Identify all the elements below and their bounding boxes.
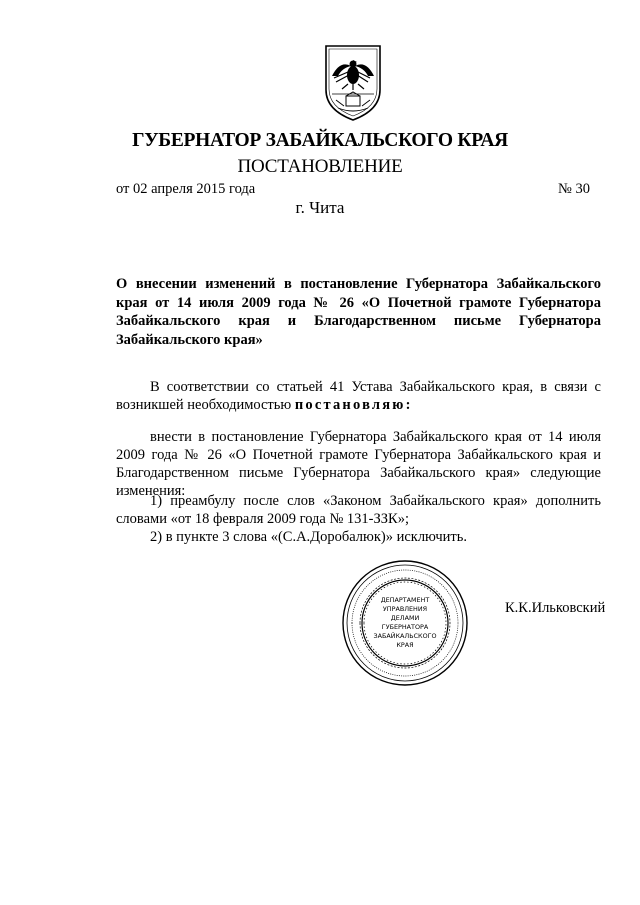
stamp-line-5: ЗАБАЙКАЛЬСКОГО xyxy=(373,632,437,640)
heading-text: О внесении изменений в постановление Губернатора Забайкальского края от 14 июля 2009 года № 26 «О Почетной грамоте Губернатора Забайкальского края и Благодарственном письме Губернатора Забайкальского края» xyxy=(116,276,601,348)
document-heading xyxy=(116,275,601,349)
stamp-line-2: УПРАВЛЕНИЯ xyxy=(382,605,428,613)
stamp-line-3: ДЕЛАМИ xyxy=(390,614,420,622)
list-item-2 xyxy=(116,528,601,546)
paragraph-intro xyxy=(116,378,601,414)
paragraph-main xyxy=(116,428,601,500)
intro-text: В соответствии со статьей 41 Устава Забайкальского края, в связи с возникшей необходимостью xyxy=(116,379,601,413)
stamp-line-4: ГУБЕРНАТОРА xyxy=(381,623,429,631)
item1-text: 1) преамбулу после слов «Законом Забайкальского края» дополнить словами «от 18 февраля 2009 года № 131-ЗЗК»; xyxy=(116,493,601,527)
stamp-line-6: КРАЯ xyxy=(396,641,414,649)
document-city: г. Чита xyxy=(295,198,345,217)
intro-emphasis: постановляю: xyxy=(294,397,413,413)
document-date: от 02 апреля 2015 года xyxy=(116,181,256,197)
authority-title: ГУБЕРНАТОР ЗАБАЙКАЛЬСКОГО КРАЯ xyxy=(132,130,508,151)
official-stamp xyxy=(340,558,470,688)
coat-of-arms-emblem xyxy=(318,42,388,122)
stamp-line-1: ДЕПАРТАМЕНТ xyxy=(380,596,430,604)
document-type: ПОСТАНОВЛЕНИЕ xyxy=(237,156,403,177)
item2-text: 2) в пункте 3 слова «(С.А.Доробалюк)» исключить. xyxy=(150,529,467,545)
signatory-name: К.К.Ильковский xyxy=(505,600,606,616)
list-item-1 xyxy=(116,492,601,528)
document-number: № 30 xyxy=(558,181,590,197)
main-text: внести в постановление Губернатора Забайкальского края от 14 июля 2009 года № 26 «О Почетной грамоте Губернатора Забайкальского края и Благодарственном письме Губернатора Забайкальского края» следующие изменения: xyxy=(116,429,601,499)
